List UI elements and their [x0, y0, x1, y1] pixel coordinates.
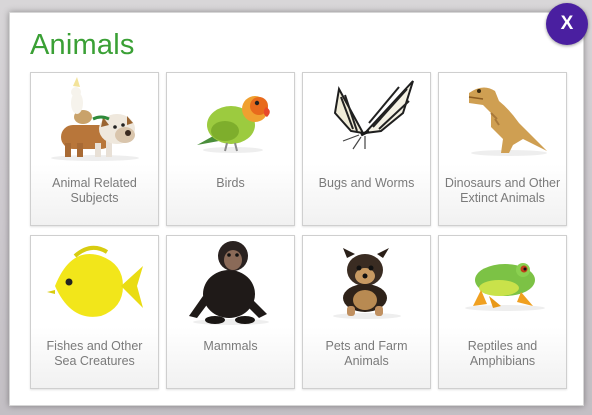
- dialog-title: Animals: [30, 29, 135, 61]
- category-tile-fishes[interactable]: [30, 235, 159, 389]
- category-label: Mammals: [203, 339, 258, 353]
- puppy-icon: [303, 236, 432, 336]
- category-tile-mammals[interactable]: [166, 235, 295, 389]
- category-tile-dinosaurs[interactable]: [438, 72, 567, 226]
- lovebird-icon: [167, 73, 296, 173]
- close-button[interactable]: X: [546, 3, 588, 45]
- category-label: Bugs and Worms: [318, 176, 415, 190]
- category-tile-reptiles[interactable]: [438, 235, 567, 389]
- category-label: Animal Related Subjects: [52, 176, 137, 205]
- category-tile-bugs-and-worms[interactable]: [302, 72, 431, 226]
- bulldog-and-cockatoo-icon: [31, 73, 160, 173]
- category-tile-animal-related-subjects[interactable]: [30, 72, 159, 226]
- category-grid: [30, 72, 567, 389]
- category-label: Dinosaurs and Other Extinct Animals: [444, 176, 561, 205]
- chimpanzee-icon: [167, 236, 296, 336]
- category-tile-birds[interactable]: [166, 72, 295, 226]
- animals-dialog: [9, 12, 584, 406]
- category-label: Birds: [216, 176, 245, 190]
- category-tile-pets-and-farm[interactable]: [302, 235, 431, 389]
- yellow-tang-fish-icon: [31, 236, 160, 336]
- butterfly-icon: [303, 73, 432, 173]
- frog-icon: [439, 236, 568, 336]
- category-label: Pets and Farm Animals: [325, 339, 408, 368]
- category-label: Reptiles and Amphibians: [467, 339, 538, 368]
- category-label: Fishes and Other Sea Creatures: [46, 339, 143, 368]
- dinosaur-icon: [439, 73, 568, 173]
